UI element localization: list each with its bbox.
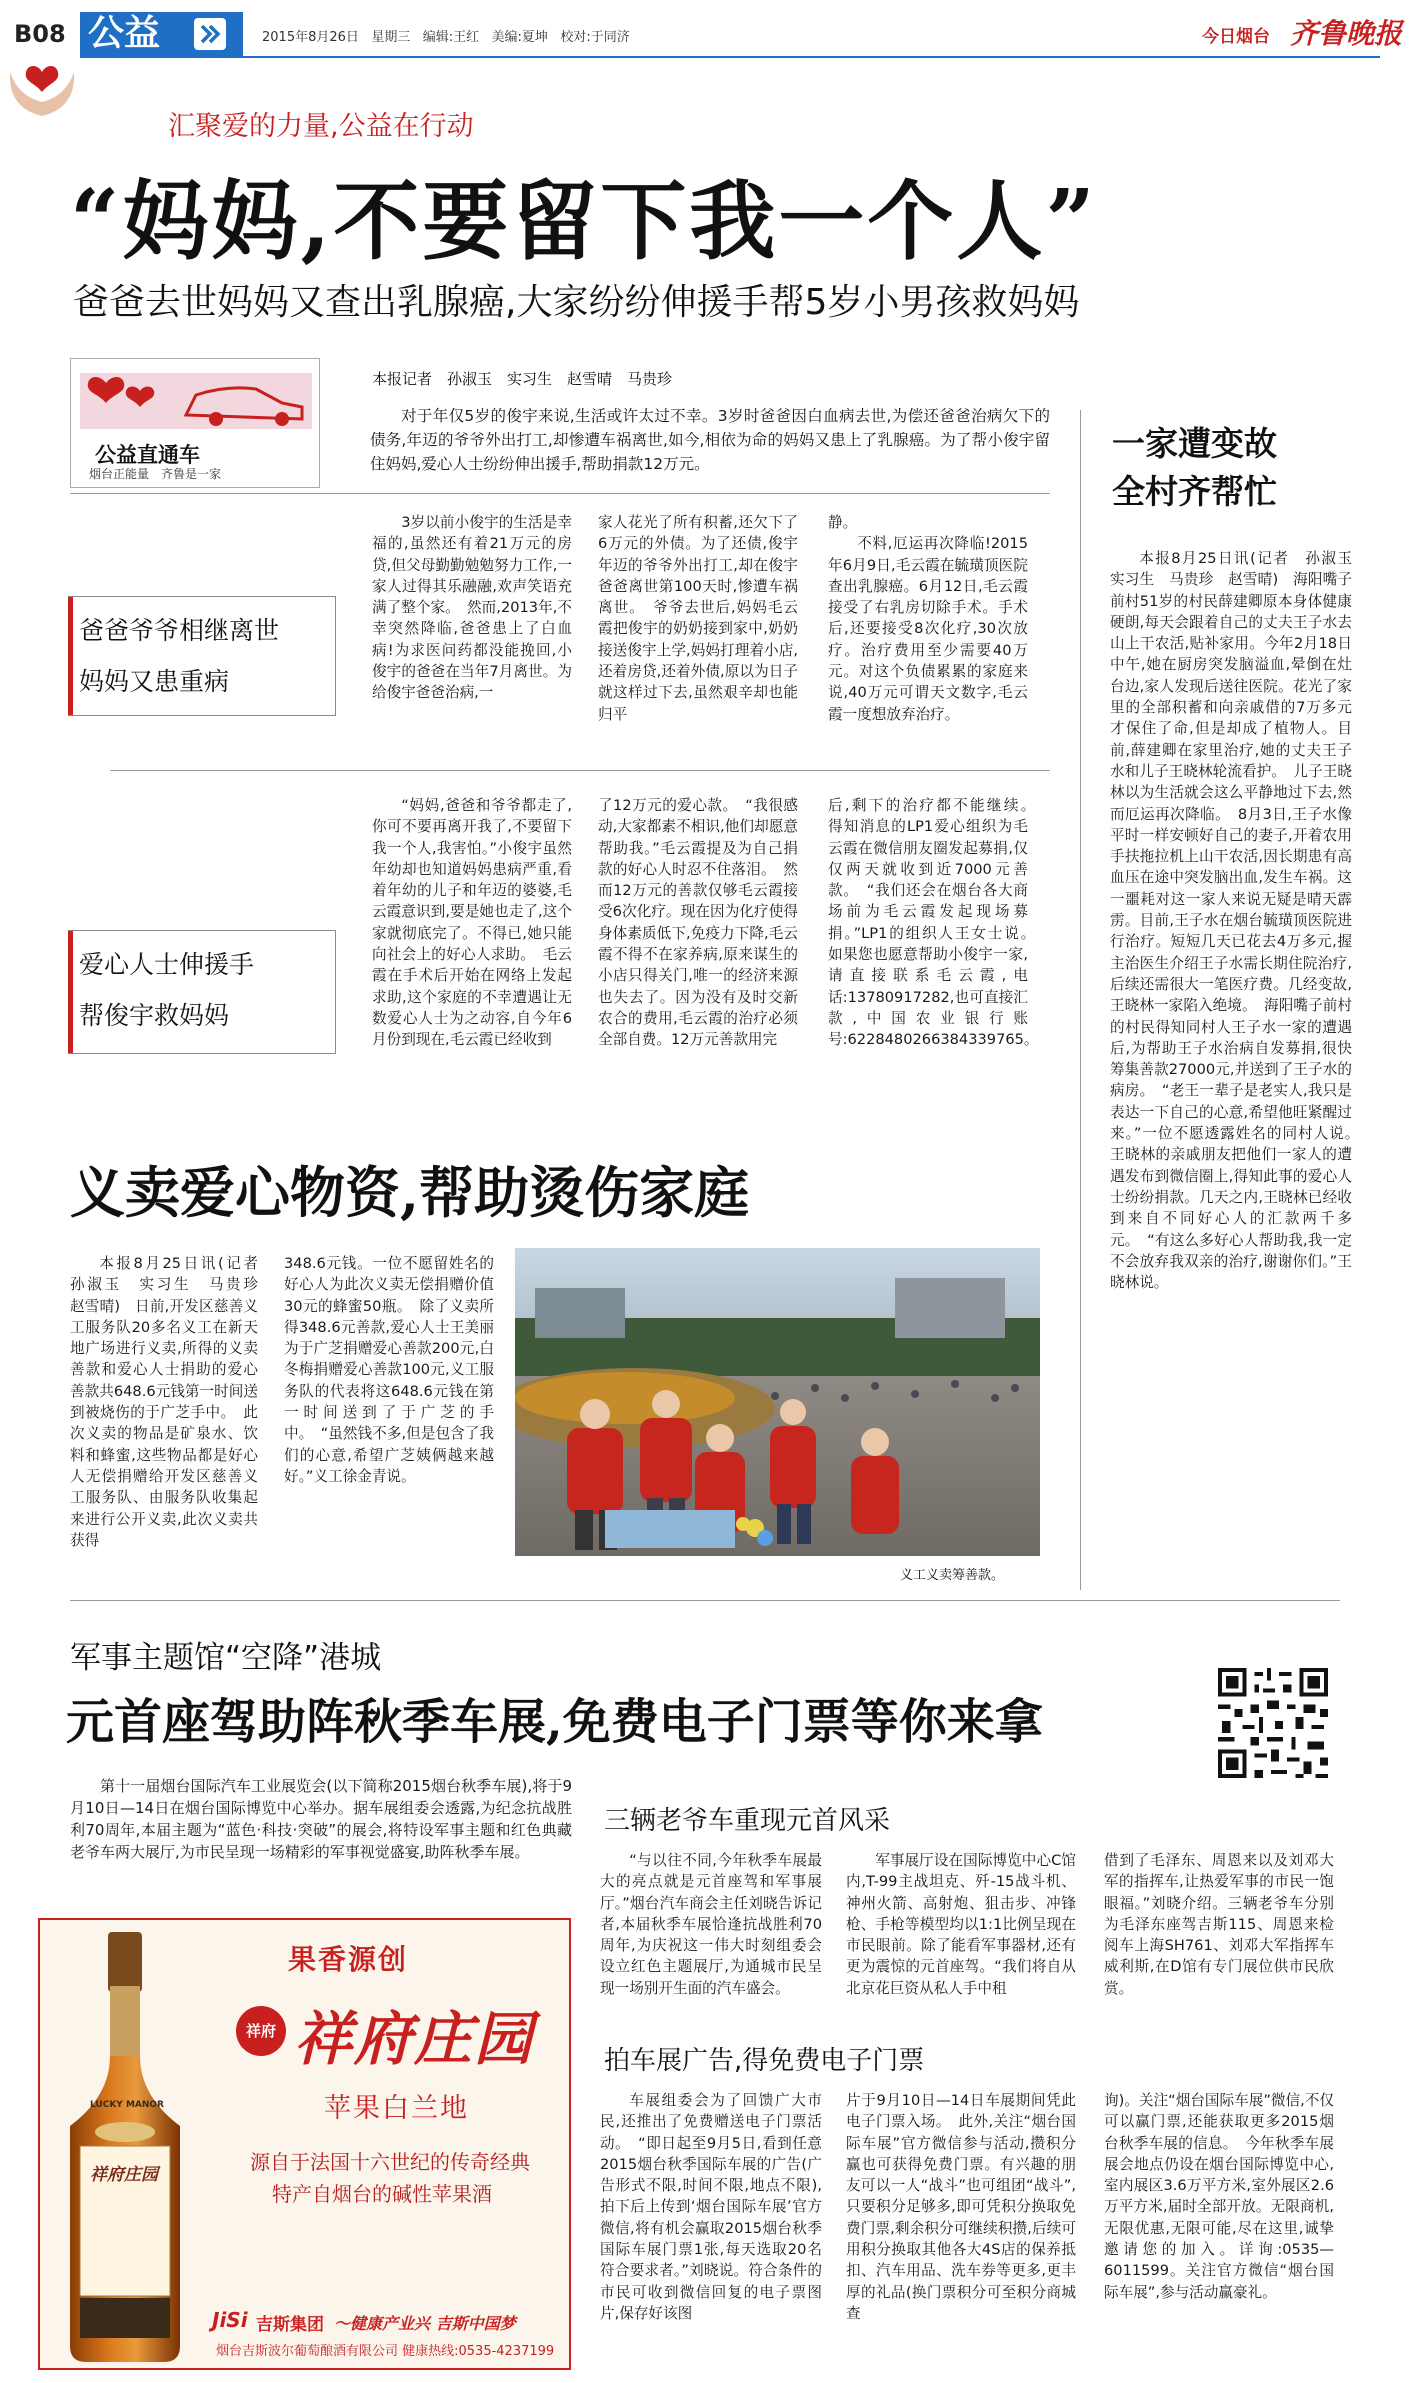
auto-intro: 第十一届烟台国际汽车工业展览会(以下简称2015烟台秋季车展),将于9月10日—14日在烟台国际博览中心举办。据车展组委会透露,为纪念抗战胜利70周年,本届主题为“蓝色·科技·突破”的展会,将特设军事主题和红色典藏老爷车两大展厅,为市民呈现一场精彩的军事视觉盛宴,助阵秋季车展。 — [70, 1777, 572, 1861]
bottle-label-name: 祥府庄园 — [90, 2165, 158, 2185]
paper-name: 齐鲁晚报 — [1290, 17, 1403, 50]
ad-brand-tag: 果香源创 — [288, 1943, 409, 1976]
auto-s2-col1: 车展组委会为了回馈广大市民,还推出了免费赠送电子门票活动。 “即日起至9月5日,看到任意2015烟台秋季国际车展的广告(广告形式不限,时间不限,地点不限),拍下后上传到‘烟台国际车展’官方微信,将有机会赢取2015烟台秋季国际车展门票1张,每天选取20名符合要求者。”刘晓说。符合条件的市民可收到微信回复的电子票图片,保存好该图 — [600, 2092, 822, 2322]
page-number: B08 — [14, 20, 66, 48]
hearts-car-icon — [76, 363, 316, 435]
auto-s2-col3: 询)。关注“烟台国际车展”微信,不仅可以赢门票,还能获取更多2015烟台秋季车展的信息。 今年秋季车展展会地点仍设在烟台国际博览中心,室内展区3.6万平方米,室外展区2.6万平方米,届时全部开放。无限商机,无限优惠,无限可能,尽在这里,诚挚邀请您的加入。详询:0535—6011599。关注官方微信“烟台国际车展”,参与活动赢豪礼。 — [1104, 2092, 1334, 2301]
lead-s2-col1: “妈妈,爸爸和爷爷都走了,你可不要再离开我了,不要留下我一个人,我害怕。”小俊宇虽然年幼却也知道妈妈患病严重,看着年幼的儿子和年迈的婆婆,毛云霞意识到,要是她也走了,这个家就彻底完了。不得已,她只能向社会上的好心人求助。 毛云霞在手术后开始在网络上发起求助,这个家庭的不幸遭遇让无数爱心人士为之动容,自今年6月份到现在,毛云霞已经收到 — [372, 797, 572, 1049]
accent-bar — [68, 597, 73, 715]
today-yantai-label: 今日烟台 — [1202, 27, 1270, 47]
ad-slogan: ～健康产业兴 吉斯中国梦 — [334, 2314, 516, 2333]
rule-section-1 — [110, 770, 1050, 771]
lead-s1-col3: 静。 不料,厄运再次降临!2015年6月9日,毛云霞在毓璜顶医院查出乳腺癌。6月12日,毛云霞接受了右乳房切除手术。手术后,还要接受8次化疗,30次放疗。治疗费用至少需要40万元。对这个负债累累的家庭来说,40万元可谓天文数字,毛云霞一度想放弃治疗。 — [828, 514, 1028, 723]
jisi-logo: JiSi — [212, 2308, 248, 2332]
auto-s2-col2: 片于9月10日—14日车展期间凭此电子门票入场。 此外,关注“烟台国际车展”官方微信参与活动,攒积分赢也可获得免费门票。有兴趣的朋友可以一人“战斗”也可组团“战斗”,只要积分足够多,即可凭积分换取免费门票,剩余积分可继续积攒,后续可用积分换取其他各大4S店的保养抵扣、汽车用品、洗车券等更多,更丰厚的礼品(换门票积分可至积分商城查 — [846, 2092, 1076, 2322]
proof-credit: 校对:于同济 — [560, 30, 630, 45]
ad-line-1: 源自于法国十六世纪的传奇经典 — [250, 2150, 530, 2174]
masthead-underline — [80, 56, 1380, 58]
rule-charity-bottom — [70, 1600, 1340, 1601]
lead-subhead: 爸爸去世妈妈又查出乳腺癌,大家纷纷伸援手帮5岁小男孩救妈妈 — [73, 282, 1080, 323]
subhead-box-2-line2: 帮俊宇救妈妈 — [79, 1001, 230, 1030]
section-name: 公益 — [88, 13, 161, 54]
public-welfare-logo — [70, 358, 320, 488]
logo-title: 公益直通车 — [95, 443, 200, 467]
auto-headline: 元首座驾助阵秋季车展,免费电子门票等你来拿 — [66, 1694, 1043, 1750]
side-headline — [1112, 420, 1277, 516]
issue-info — [262, 26, 630, 45]
lead-s2-col2: 了12万元的爱心款。 “我很感动,大家都素不相识,他们却愿意帮助我。”毛云霞提及为自己捐款的好心人时忍不住落泪。 然而12万元的善款仅够毛云霞接受6次化疗。现在因为化疗使得身体素质低下,免疫力下降,毛云霞不得不在家养病,原来谋生的小店只得关门,唯一的经济来源也失去了。因为没有及时交新农合的费用,毛云霞的治疗必须全部自费。12万元善款用完 — [598, 797, 798, 1049]
rule-intro — [70, 493, 1050, 494]
volunteers-photo — [515, 1248, 1040, 1556]
charity-photo — [515, 1248, 1040, 1556]
side-body: 本报8月25日讯(记者 孙淑玉 实习生 马贵珍 赵雪晴) 海阳嘴子前村51岁的村民薛建卿原本身体健康硬朗,每天会跟着自己的丈夫王子水去山上干农活,贴补家用。今年2月18日中午,她在厨房突发脑溢血,晕倒在灶台边,家人发现后送往医院。花光了家里的全部积蓄和向亲戚借的7万多元才保住了命,但是却成了植物人。目前,薛建卿在家里治疗,她的丈夫王子水和儿子王晓林轮流看护。 儿子王晓林以为生活就会这么平静地过下去,然而厄运再次降临。 8月3日,王子水像平时一样安顿好自己的妻子,开着农用手扶拖拉机上山干农活,因长期患有高血压在途中突发脑出血,发生车祸。这一噩耗对这一家人来说无疑是晴天霹雳。目前,王子水在烟台毓璜顶医院进行治疗。短短几天已花去4万多元,握主治医生介绍王子水需长期住院治疗,后续还需很大一笔医疗费。几经变故,王晓林一家陷入绝境。 海阳嘴子前村的村民得知同村人王子水一家的遭遇后,为帮助王子水治病自发募捐,很快筹集善款27000元,并送到了王子水的病房。 “老王一辈子是老实人,我只是表达一下自己的心意,希望他旺紧醒过来。”一位不愿透露姓名的同村人说。 王晓林的亲戚朋友把他们一家人的遭遇发布到微信圈上,得知此事的爱心人士纷纷捐款。几天之内,王晓林已经收到来自不同好心人的汇款两千多元。 “有这么多好心人帮助我,我一定不会放弃我双亲的治疗,谢谢你们。”王晓林说。 — [1110, 550, 1367, 1292]
lead-s2-col3: 后,剩下的治疗都不能继续。 得知消息的LP1爱心组织为毛云霞在微信朋友圈发起募捐,仅仅两天就收到近7000元善款。 “我们还会在烟台各大商场前为毛云霞发起现场募捐。”LP1的组织人王女士说。 如果您也愿意帮助小俊宇一家,请直接联系毛云霞,电话:13780917282,也可直接汇款,中国农业银行账号:6228480266384339765。 — [828, 797, 1043, 1049]
auto-subhead-1: 三辆老爷车重现元首风采 — [604, 1806, 891, 1836]
accent-bar — [68, 931, 73, 1053]
brandy-bottle-image — [50, 1926, 200, 2366]
subhead-box-1-line2: 妈妈又患重病 — [79, 667, 230, 696]
issue-date: 2015年8月26日 — [262, 30, 359, 45]
side-headline-line1: 一家遭变故 — [1112, 424, 1277, 463]
section-slogan: 汇聚爱的力量,公益在行动 — [168, 111, 474, 142]
bottle-label-text: LUCKY MANOR — [90, 2100, 164, 2110]
subhead-box-1 — [68, 596, 336, 716]
logo-subtitle: 烟台正能量 齐鲁是一家 — [89, 467, 222, 481]
ad-seal — [236, 2006, 286, 2056]
heart-hands-icon — [4, 52, 80, 122]
auto-s1-col3: 借到了毛泽东、周恩来以及刘邓大军的指挥车,让热爱军事的市民一饱眼福。”刘晓介绍。三辆老爷车分别为毛泽东座驾吉斯115、周恩来检阅车上海SH761、刘邓大军指挥车威利斯,在D馆有专门展位供市民欣赏。 — [1104, 1852, 1334, 1997]
lead-byline: 本报记者 孙淑玉 实习生 赵雪晴 马贵珍 — [372, 370, 673, 388]
lead-s1-col2: 家人花光了所有积蓄,还欠下了6万元的外债。为了还债,俊宇年迈的爷爷外出打工,却在俊宇爸爸离世第100天时,惨遭车祸离世。 爷爷去世后,妈妈毛云霞把俊宇的奶奶接到家中,奶奶接送俊宇上学,妈妈打理着小店,还着房贷,还着外债,原以为日子就这样过下去,虽然艰辛却也能归平 — [598, 514, 798, 723]
ad-product-type: 苹果白兰地 — [324, 2093, 469, 2124]
subhead-box-1-line1: 爸爸爷爷相继离世 — [79, 616, 280, 645]
lead-headline: “妈妈,不要留下我一个人” — [70, 171, 1098, 272]
subhead-box-2-line1: 爱心人士伸援手 — [79, 950, 255, 979]
art-editor-credit: 美编:夏坤 — [491, 30, 548, 45]
ad-group-name: 吉斯集团 — [256, 2315, 324, 2335]
charity-col1: 本报8月25日讯(记者 孙淑玉 实习生 马贵珍 赵雪晴) 日前,开发区慈善义工服务队20多名义工在新天地广场进行义卖,所得的义卖善款和爱心人士捐助的爱心善款共648.6元钱第一时间送到被烧伤的于广芝手中。 此次义卖的物品是矿泉水、饮料和蜂蜜,这些物品都是好心人无偿捐赠给开发区慈善义工服务队、由服务队收集起来进行公开义卖,此次义卖共获得 — [70, 1255, 273, 1549]
charity-col2: 348.6元钱。一位不愿留姓名的好心人为此次义卖无偿捐赠价值30元的蜂蜜50瓶。 除了义卖所得348.6元善款,爱心人士王美丽为于广芝捐赠爱心善款200元,白冬梅捐赠爱心善款100元,义工服务队的代表将这648.6元钱在第一时间送到了于广芝的手中。 “虽然钱不多,但是包含了我们的心意,希望广芝姨俩越来越好。”义工徐金青说。 — [284, 1255, 494, 1485]
photo-caption-text: 义工义卖筹善款。 — [900, 1568, 1005, 1583]
editor-credit: 编辑:王红 — [422, 30, 480, 45]
rule-side-divider — [1080, 410, 1081, 1590]
auto-s1-col2: 军事展厅设在国际博览中心C馆内,T-99主战坦克、歼-15战斗机、神州火箭、高射炮、狙击步、冲锋枪、手枪等模型均以1:1比例呈现在市民眼前。除了能看军事器材,还有更为震惊的元首座驾。“我们将自从北京花巨资从私人手中租 — [846, 1852, 1076, 1997]
subhead-box-2 — [68, 930, 336, 1054]
auto-s1-col1: “与以往不同,今年秋季车展最大的亮点就是元首座驾和军事展厅。”烟台汽车商会主任刘晓告诉记者,本届秋季车展恰逢抗战胜利70周年,为庆祝这一伟大时刻组委会设立红色主题展厅,为通城市民呈现一场别开生面的汽车盛会。 — [600, 1852, 822, 1997]
qr-code[interactable] — [1214, 1664, 1332, 1782]
ad-seal-text: 祥府 — [245, 2022, 276, 2040]
ad-line-2: 特产自烟台的碱性苹果酒 — [272, 2182, 492, 2206]
lead-s1-col1: 3岁以前小俊宇的生活是幸福的,虽然还有着21万元的房贷,但父母勤勤勉勉努力工作,一家人过得其乐融融,欢声笑语充满了整个家。 然而,2013年,不幸突然降临,爸爸患上了白血病!为求医问药都没能挽回,小俊宇的爸爸在当年7月离世。为给俊宇爸爸治病,一 — [372, 514, 572, 702]
ad-company: 烟台吉斯波尔葡萄酿酒有限公司 健康热线:0535-4237199 — [216, 2344, 555, 2359]
issue-weekday: 星期三 — [371, 30, 411, 45]
ad-product-name: 祥府庄园 — [294, 2005, 535, 2073]
brandy-advertisement[interactable] — [38, 1918, 571, 2370]
chevron-right-icon — [194, 18, 226, 50]
lead-intro: 对于年仅5岁的俊宇来说,生活或许太过不幸。3岁时爸爸因白血病去世,为偿还爸爸治病欠下的债务,年迈的爷爷外出打工,却惨遭车祸离世,如今,相依为命的妈妈又患上了乳腺癌。为了帮小俊宇留住妈妈,爱心人士纷纷伸出援手,帮助捐款12万元。 — [370, 407, 1050, 473]
auto-subhead-2: 拍车展广告,得免费电子门票 — [604, 2046, 925, 2076]
side-headline-line2: 全村齐帮忙 — [1112, 472, 1277, 511]
charity-headline: 义卖爱心物资,帮助烫伤家庭 — [70, 1160, 750, 1225]
auto-kicker: 军事主题馆“空降”港城 — [70, 1640, 382, 1676]
